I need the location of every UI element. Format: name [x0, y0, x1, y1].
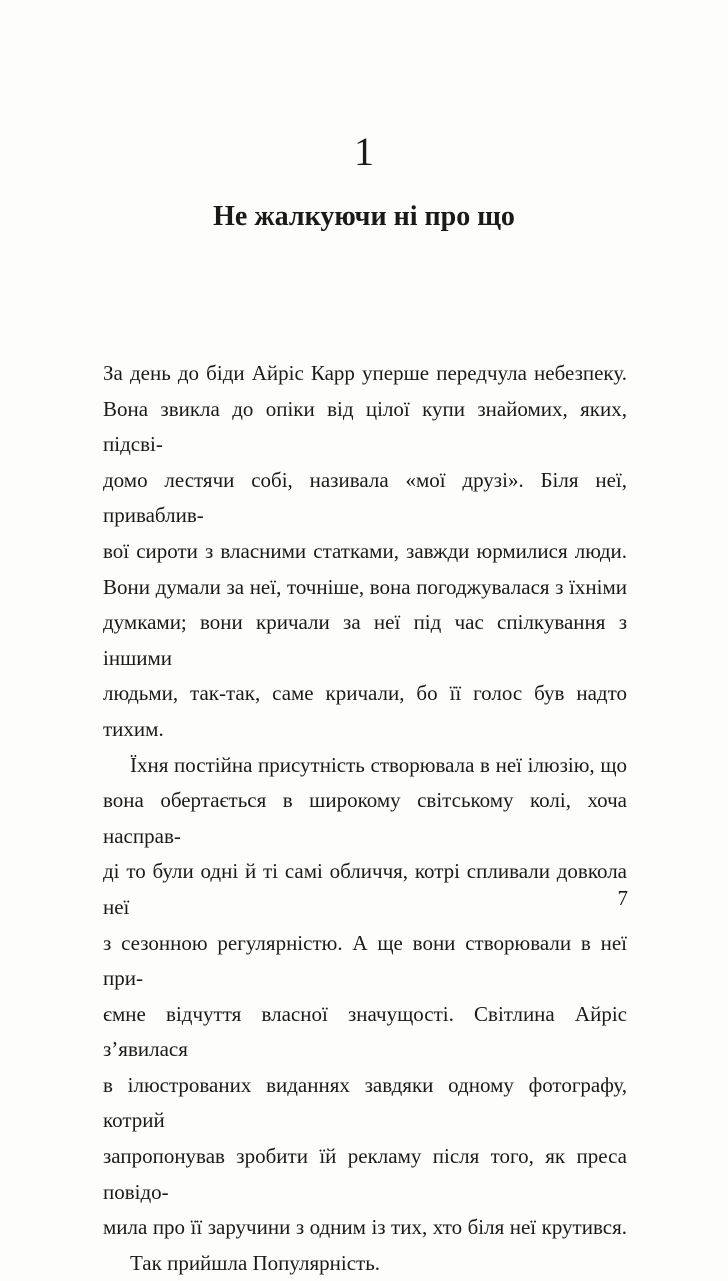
text-line: ді то були одні й ті самі обличчя, котрі спливали довкола неї: [103, 859, 627, 919]
text-line: Їхня постійна присутність створювала в неї ілюзію, що: [130, 752, 627, 777]
text-line: Вона звикла до опіки від цілої купи знайомих, яких, підсві-: [103, 396, 627, 457]
text-line: людьми, так-так, саме кричали, бо її голос був надто тихим.: [103, 681, 627, 741]
text-line: Вони думали за неї, точніше, вона погоджувалася з їхніми: [103, 574, 627, 599]
page-number: 7: [617, 886, 628, 910]
text-line: домо лестячи собі, називала «мої друзі». Біля неї, приваблив-: [103, 467, 627, 528]
chapter-number: 1: [354, 129, 374, 174]
body-text: [103, 356, 627, 1281]
text-line: думками; вони кричали за неї під час спілкування з іншими: [103, 610, 627, 670]
text-line: з сезонною регулярністю. А ще вони створювали в неї при-: [103, 930, 627, 991]
text-line: в ілюстрованих виданнях завдяки одному фотографу, котрий: [103, 1072, 627, 1133]
text-line: вона обертається в широкому світському колі, хоча насправ-: [103, 788, 627, 848]
text-line: мила про її заручини з одним із тих, хто біля неї крутився.: [103, 1215, 627, 1240]
text-line: запропонував зробити їй рекламу після того, як преса повідо-: [103, 1144, 627, 1204]
chapter-title: Не жалкуючи ні про що: [213, 201, 515, 232]
text-line: За день до біди Айріс Карр уперше передчула небезпеку.: [103, 361, 627, 385]
text-line: ємне відчуття власної значущості. Світлина Айріс з’явилася: [103, 1001, 627, 1062]
text-line: вої сироти з власними статками, завжди юрмилися люди.: [103, 538, 627, 563]
text-line: Так прийшла Популярність.: [130, 1250, 381, 1275]
